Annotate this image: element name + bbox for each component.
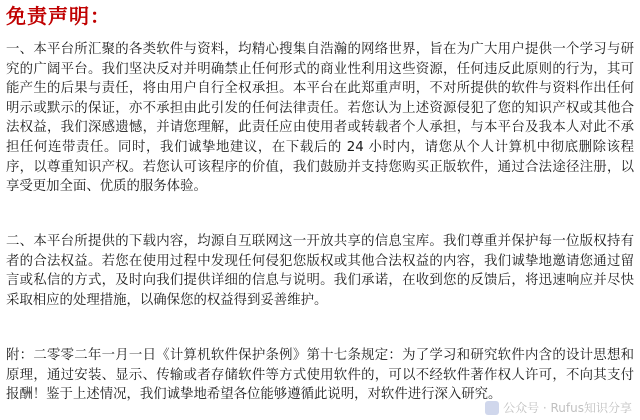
- watermark: [485, 399, 632, 416]
- disclaimer-paragraph-1: 一、本平台所汇聚的各类软件与资料，均精心搜集自浩瀚的网络世界，旨在为广大用户提供一个学习与研究的广阔平台。我们坚决反对并明确禁止任何形式的商业性利用这些资源，任何违反此原则的行为，其可能产生的后果与责任，将由用户自行全权承担。本平台在此郑重声明，不对所提供的软件与资料作出任何明示或默示的保证，亦不承担由此引发的任何法律责任。若您认为上述资源侵犯了您的知识产权或其他合法权益，我们深感遗憾，并请您理解，此责任应由使用者或转载者个人承担，与本平台及我本人对此不承担任何连带责任。同时，我们诚挚地建议，在下载后的 24 小时内，请您从个人计算机中彻底删除该程序，以尊重知识产权。若您认可该程序的价值，我们鼓励并支持您购买正版软件，通过合法途径注册，以享受更加全面、优质的服务体验。: [6, 42, 634, 195]
- wechat-icon: [485, 401, 499, 415]
- page-title: 免责声明：: [6, 4, 111, 28]
- watermark-text: 公众号 · Rufus知识分享: [503, 401, 632, 415]
- appendix-paragraph: 附：二零零二年一月一日《计算机软件保护条例》第十七条规定：为了学习和研究软件内含的设计思想和原理，通过安装、显示、传输或者存储软件等方式使用软件的，可以不经软件著作权人许可，不向其支付报酬！鉴于上述情况，我们诚挚地希望各位能够遵循此说明，对软件进行深入研究。: [6, 348, 634, 403]
- disclaimer-paragraph-2: 二、本平台所提供的下载内容，均源自互联网这一开放共享的信息宝库。我们尊重并保护每一位版权持有者的合法权益。若您在使用过程中发现任何侵犯您版权或其他合法权益的内容，我们诚挚地邀请您通过留言或私信的方式，及时向我们提供详细的信息与说明。我们承诺，在收到您的反馈后，将迅速响应并尽快采取相应的处理措施，以确保您的权益得到妥善维护。: [6, 234, 634, 308]
